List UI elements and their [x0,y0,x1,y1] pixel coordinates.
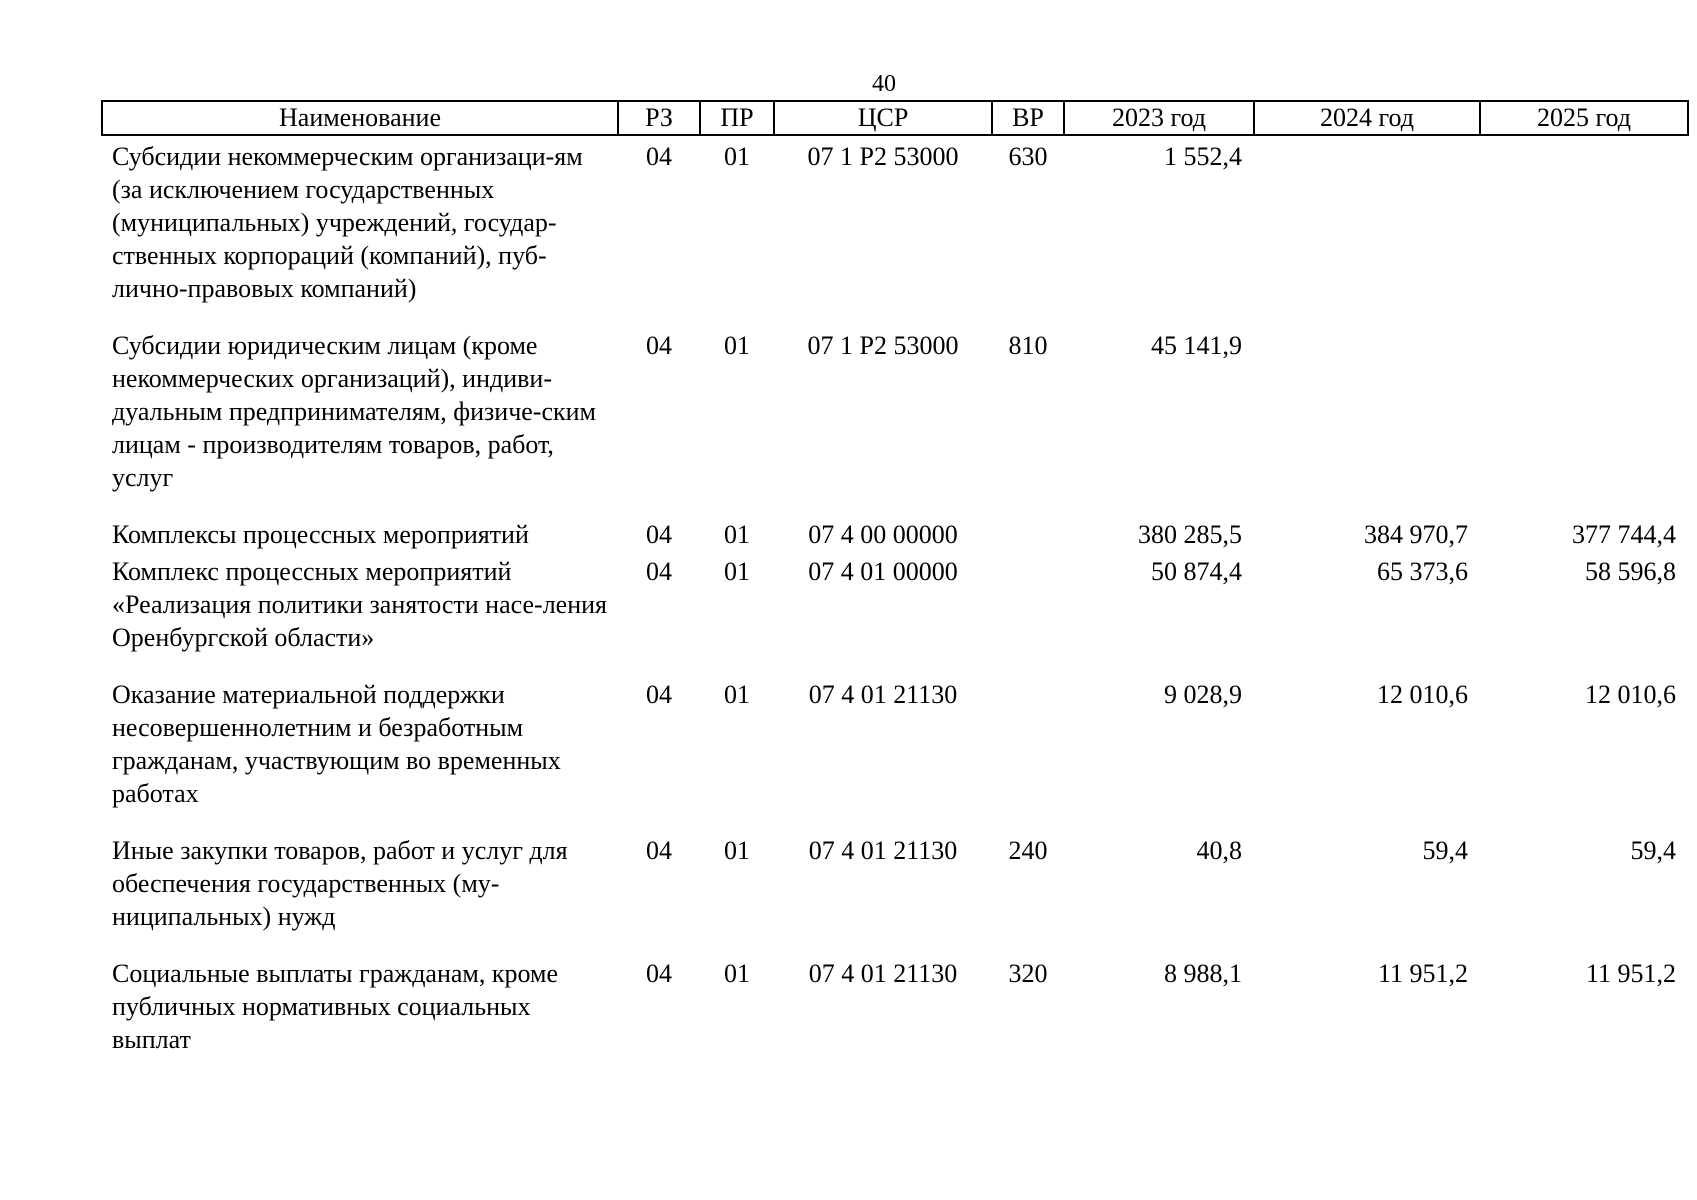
row-2023: 1 552,4 [1164,142,1242,171]
row-rz: 04 [646,557,672,586]
row-2025: 11 951,2 [1585,959,1676,988]
header-rz: РЗ [618,101,700,135]
row-2023: 380 285,5 [1138,520,1242,549]
row-rz: 04 [646,680,672,709]
row-vr [992,551,1064,654]
row-vr [992,514,1064,551]
row-csr: 07 4 01 21130 [808,836,958,865]
row-rz: 04 [646,331,672,360]
table-row [102,830,1688,933]
row-2023: 45 141,9 [1151,331,1242,360]
row-vr [992,674,1064,810]
header-pr: ПР [700,101,774,135]
table-row [102,514,1688,551]
row-pr: 01 [724,520,750,549]
header-2025: 2025 год [1480,101,1688,135]
table-row [102,551,1688,654]
table-row [102,953,1688,1056]
row-name: Комплекс процессных мероприятий «Реализация политики занятости насе-ления Оренбургской области» [112,557,607,652]
row-2023: 8 988,1 [1164,959,1242,988]
header-name: Наименование [102,101,618,135]
row-csr: 07 4 01 00000 [808,557,958,586]
row-2024: 65 373,6 [1377,557,1468,586]
budget-table [101,100,1689,1056]
row-vr: 240 [1008,836,1048,865]
row-vr: 810 [1008,331,1048,360]
table-header-row [102,101,1688,135]
row-2025: 59,4 [1630,836,1676,865]
table-row [102,135,1688,305]
table-row [102,674,1688,810]
row-name: Оказание материальной поддержки несовершеннолетним и безработным гражданам, участвующим во временных работах [112,680,561,808]
row-rz: 04 [646,520,672,549]
table-row [102,325,1688,494]
row-pr: 01 [724,836,750,865]
row-2023: 9 028,9 [1164,680,1242,709]
row-pr: 01 [724,331,750,360]
row-2024: 12 010,6 [1377,680,1468,709]
page-number: 40 [872,71,896,97]
row-2025 [1480,135,1688,305]
row-name: Комплексы процессных мероприятий [112,520,529,549]
row-2025: 58 596,8 [1585,557,1676,586]
row-name: Иные закупки товаров, работ и услуг для обеспечения государственных (му-ниципальных) нужд [112,836,568,931]
row-vr: 630 [1008,142,1048,171]
row-2024: 384 970,7 [1364,520,1468,549]
row-csr: 07 1 Р2 53000 [807,142,959,171]
row-name: Субсидии юридическим лицам (кроме некоммерческих организаций), индиви-дуальным предпринимателям, физиче-ским лицам - производителям товаров, работ, услуг [112,331,597,492]
row-spacer [102,305,1688,325]
row-name: Субсидии некоммерческим организаци-ям (за исключением государственных (муниципальных) учреждений, государ-ственных корпораций (компаний), пуб-лично-правовых компаний) [112,142,583,303]
header-csr: ЦСР [774,101,992,135]
row-2025: 377 744,4 [1572,520,1676,549]
row-spacer [102,494,1688,514]
row-rz: 04 [646,959,672,988]
row-spacer [102,654,1688,674]
header-2023: 2023 год [1064,101,1254,135]
row-rz: 04 [646,836,672,865]
header-2024: 2024 год [1254,101,1480,135]
row-name: Социальные выплаты гражданам, кроме публичных нормативных социальных выплат [112,959,558,1054]
row-vr: 320 [1008,959,1048,988]
row-csr: 07 4 01 21130 [808,959,958,988]
row-spacer [102,810,1688,830]
row-pr: 01 [724,680,750,709]
row-pr: 01 [724,142,750,171]
row-pr: 01 [724,959,750,988]
row-csr: 07 1 Р2 53000 [807,331,959,360]
row-rz: 04 [646,142,672,171]
row-2024: 59,4 [1422,836,1468,865]
row-2024 [1254,135,1480,305]
row-pr: 01 [724,557,750,586]
row-2023: 40,8 [1196,836,1242,865]
row-spacer [102,933,1688,953]
row-2025 [1480,325,1688,494]
row-csr: 07 4 00 00000 [808,520,958,549]
header-vr: ВР [992,101,1064,135]
row-2024 [1254,325,1480,494]
row-2024: 11 951,2 [1377,959,1468,988]
row-2025: 12 010,6 [1585,680,1676,709]
row-2023: 50 874,4 [1151,557,1242,586]
row-csr: 07 4 01 21130 [808,680,958,709]
